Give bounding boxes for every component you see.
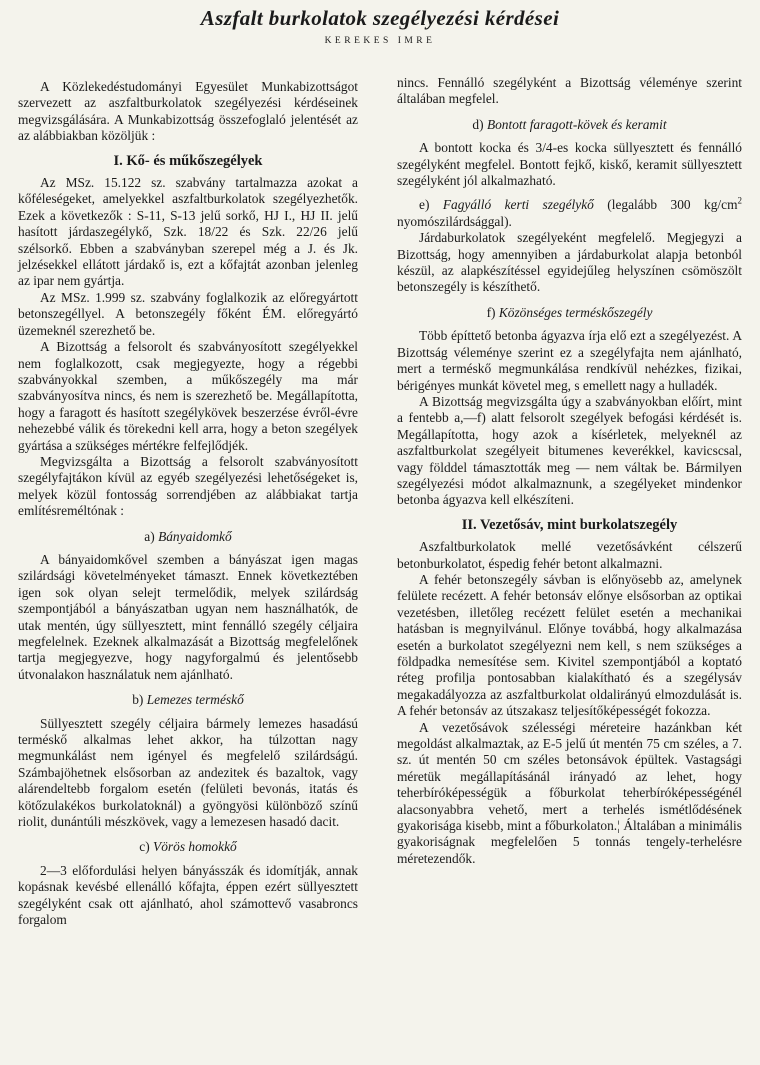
subheading-d: [397, 117, 742, 133]
body-paragraph: Az MSz. 15.122 sz. szabvány tartalmazza azokat a kőféleségeket, amelyekkel aszfaltburkolatok szegélyezhetők. Ezek a következők : S-11, S-13 jelű sorkő, HJ I., HJ II. jelű hasított járdaszegélykő, Szk. 18/22 és Szk. 22/26 jelű szélsorkő. Ebben a szabványban szerepel még a J. és Jk. jelzésekkel ellátott járdakő is, ezt a kőfajtát azonban jelenleg az ipar nem gyártja.: [18, 175, 358, 289]
subheading-letter: f): [486, 304, 496, 320]
subheading-name: Vörös homokkő: [153, 839, 237, 855]
subheading-qualifier-end: nyomószilárdsággal).: [397, 213, 512, 229]
body-paragraph: Több építtető betonba ágyazva írja elő ezt a szegélyezést. A Bizottság véleménye szerint ez a szegélyfajta nem ajánlható, mert a terméskő megmunkálása rendkívül nehézkes, fizikai, bérigényes munkát követel meg, s emellett nagy a hulladék.: [397, 328, 742, 393]
subheading-letter: b): [132, 692, 144, 708]
subheading-name: Bontott faragott-kövek és keramit: [486, 116, 667, 132]
right-column: [397, 75, 742, 867]
subheading-name: Lemezes terméskő: [146, 692, 244, 708]
subheading-qualifier: (legalább 300 kg/cm: [593, 197, 738, 213]
subheading-b: [18, 692, 358, 708]
subheading-e: [397, 197, 742, 230]
subheading-letter: a): [144, 528, 155, 544]
subheading-f: [397, 305, 742, 321]
subheading-letter: c): [139, 839, 150, 855]
body-paragraph: Aszfaltburkolatok mellé vezetősávként célszerű betonburkolatot, éspedig fehér betont alkalmazni.: [397, 539, 742, 571]
subheading-letter: d): [472, 116, 484, 132]
superscript: 2: [737, 195, 742, 206]
left-column: [18, 79, 358, 929]
body-paragraph: A bontott kocka és 3/4-es kocka süllyesztett és fennálló szegélyként megfelel. Bontott fejkő, kiskő, keramit süllyesztett szegélyként jól alkalmazható.: [397, 140, 742, 189]
subheading-c: [18, 839, 358, 855]
intro-paragraph: A Közlekedéstudományi Egyesület Munkabizottságot szervezett az aszfaltburkolatok szegélyezési kérdéseinek megvizsgálására. A Munkabizottság összefoglaló jelentését az az alábbiakban közöljük :: [18, 79, 358, 144]
body-paragraph: Süllyesztett szegély céljaira bármely lemezes hasadású terméskő alkalmas lehet akkor, ha túlzottan nagy megmunkálást nem igényel és megfelelő szilárdságú. Számbajöhetnek elsősorban az andezitek és bazaltok, vagy alárendeltebb forgalom esetén (felületi bevonás, itatás és kötőzulakékos burkolatoknál) a gyöngyösi különböző színű riolit, dunántúli mészkövek, vagy a lemezesen hasadó dacit.: [18, 715, 358, 830]
body-paragraph: Járdaburkolatok szegélyeként megfelelő. Megjegyzi a Bizottság, hogy amennyiben a járdaburkolat alapja betonból készül, az alapkészítéssel egyidejűleg helyszínen csömöszölt betonszegély is készíthető.: [397, 230, 742, 295]
subheading-name: Fagyálló kerti szegélykő: [442, 197, 594, 213]
section-heading-1: I. Kő- és műkőszegélyek: [113, 152, 263, 169]
body-paragraph: A Bizottság a felsorolt és szabványosított szegélyekkel nem foglalkozott, csak megjegyezte, hogy a régebbi szabványokkal szemben, a műkőszegély ma már szabványosítva nincs, és nem is szerezhető be. Megállapította, hogy a faragott és hasított szegélykövek beszerzése évről-évre nehezebbé válik és törekedni kell arra, hogy a beton szegélyek gyártása a szükséges mértékre felfejlődjék.: [18, 339, 358, 453]
author-name: KEREKES IMRE: [324, 36, 436, 46]
section-heading-2: II. Vezetősáv, mint burkolatszegély: [461, 516, 678, 533]
article-title: Aszfalt burkolatok szegélyezési kérdései: [200, 6, 560, 30]
body-paragraph: Az MSz. 1.999 sz. szabvány foglalkozik az előregyártott betonszegéllyel. A betonszegély főként ÉM. előregyártó üzemeknél szerezhető be.: [18, 289, 358, 338]
body-paragraph: A vezetősávok szélességi méreteire hazánkban két megoldást alkalmaztak, az E-5 jelű út mentén 75 cm széles, a 7. sz. út mentén 50 cm széles betonsávok épültek. Vastagsági méretük megállapításánál irányadó az lehet, hogy teherbíróképességük a főburkolat teherbíróképességénél alacsonyabbra vehető, mert a terhelés ismétlődésének gyakorisága kisebb, mint a főburkolaton.¦ Általában a minimális gyakoriságnak megfelelően 5 tonnás tengely-terhelésre méretezendők.: [397, 719, 742, 866]
subheading-letter: e): [419, 197, 430, 213]
subheading-name: Közönséges terméskőszegély: [498, 304, 653, 320]
subheading-name: Bányaidomkő: [158, 528, 232, 544]
body-paragraph: Megvizsgálta a Bizottság a felsorolt szabványosított szegélyfajtákon kívül az egyéb szegélyezési lehetőségeket is, melyek közül fontosság sorrendjében az alábbiakat tartja említésreméltónak :: [18, 453, 358, 519]
body-paragraph: A fehér betonszegély sávban is előnyösebb az, amelynek felülete recézett. A fehér betonsáv előnye elsősorban az optikai vezetésben, illetőleg recézett felület esetén a mechanikai hatásban is megnyilvánul. Előnye továbbá, hogy alkalmazása esetén a burkolatot szegélyezni nem kell, s nem szükséges a földpadka nemesítése sem. Kivitel szempontjából a koptató réteg profilja pontosabban kialakítható és a szegélysáv megakadályozza az aszfaltburkolat oldalirányú elmozdulását is. A fehér betonsáv az útszakasz teljesítőképességét fokozza.: [397, 571, 742, 719]
subheading-a: [18, 529, 358, 545]
body-paragraph: A Bizottság megvizsgálta úgy a szabványokban előírt, mint a fentebb a,—f) alatt felsorolt szegélyek befogási kérdését is. Megállapította, hogy azok a kísérletek, melyeknél az aszfaltburkolat szegélyeit bitumenes keverékkel, kavicscsal, vagy földdel támasztották meg — nem váltak be. Bármilyen szegélyezési módot alkalmaznunk, a szegélyeket mindenkor betonba ágyazva kell elkészíteni.: [397, 393, 742, 508]
body-paragraph: A bányaidomkővel szemben a bányászat igen magas szilárdsági követelményeket támaszt. Ennek következtében igen sok olyan selejt termelődik, melyek szilárdság szempontjából a bányászatban ugyan nem használhatók, de utak mentén, úgy süllyesztett, mint fennálló szegély céljaira megfelelnek. Ezeknek alkalmazását a Bizottság megfelelőnek tartja megjegyezve, hogy nagyforgalmú és jelentősebb útvonalakon használatuk nem ajánlható.: [18, 551, 358, 682]
body-paragraph: 2—3 előfordulási helyen bányásszák és idomítják, annak kopásnak kevésbé ellenálló kőfajta, éppen ezért süllyesztett szegélyként csak ott ajánlható, ahol számottevő vasabroncs forgalom: [18, 862, 358, 928]
body-paragraph-continued: nincs. Fennálló szegélyként a Bizottság véleménye szerint általában megfelel.: [397, 75, 742, 107]
